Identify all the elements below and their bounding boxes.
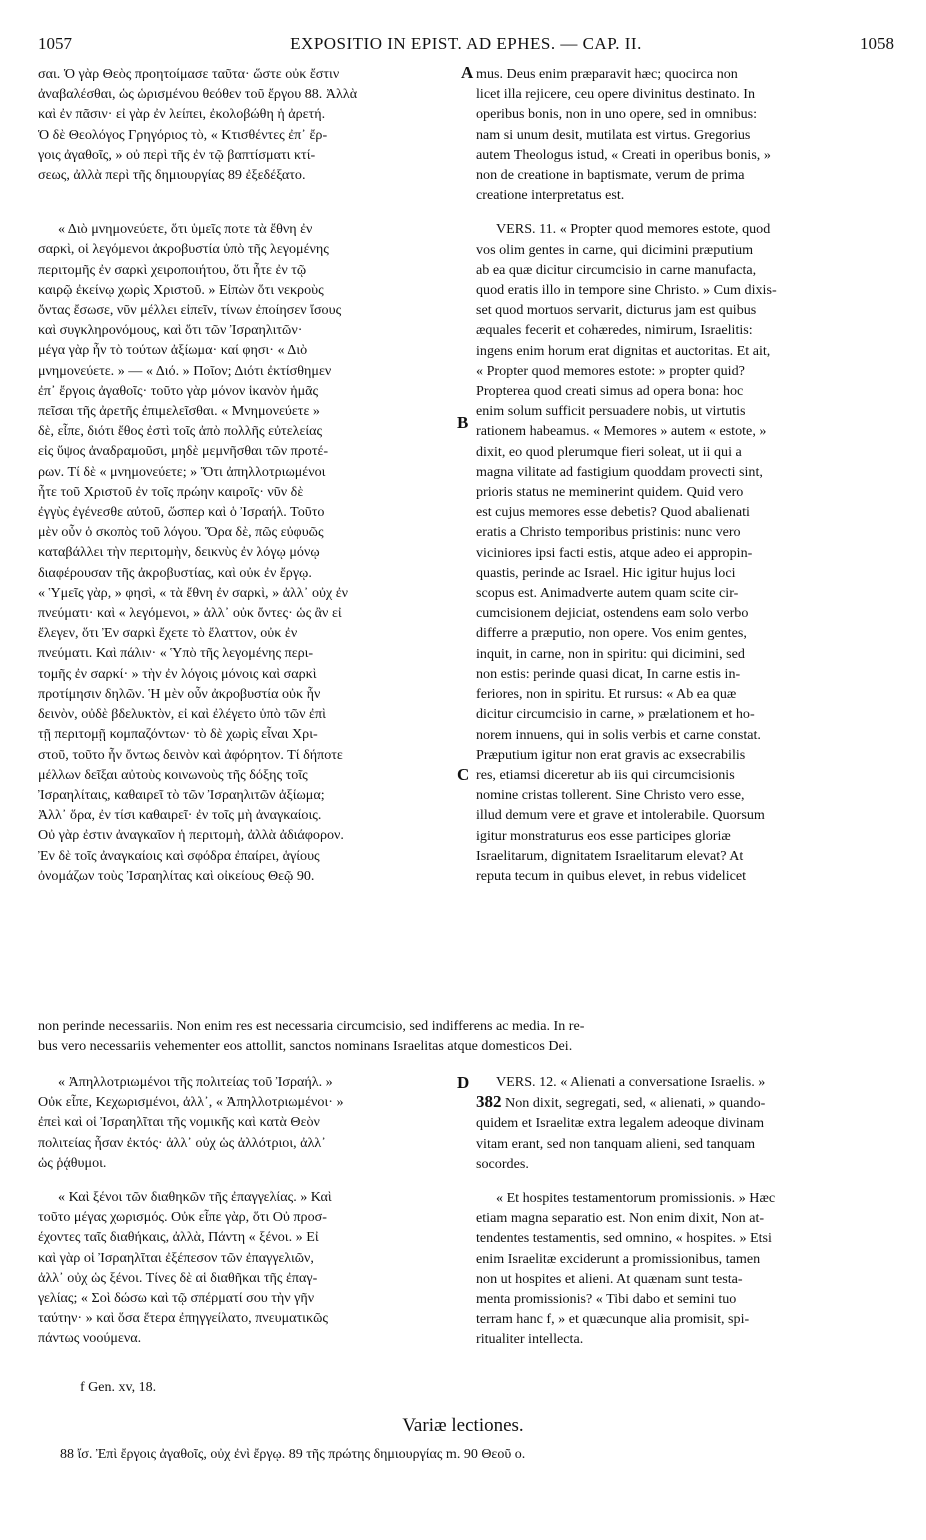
text-line: Propterea quod creati simus ad opera bona: hoc — [476, 383, 744, 400]
page-number-left: 1057 — [38, 34, 72, 53]
latin-paragraph-1 — [476, 64, 890, 205]
text-line: καὶ γὰρ οἱ Ἰσραηλῖται ἐξέπεσον τῶν ἐπαγγελιῶν, — [38, 1249, 314, 1266]
text-line: « Ἀπηλλοτριωμένοι τῆς πολιτείας τοῦ Ἰσραήλ. » — [58, 1074, 333, 1090]
text-line: τομῆς ἐν σαρκί· » τὴν ἐν λόγοις μόνοις καὶ σαρκὶ — [38, 665, 317, 682]
text-line: Ὁ δὲ Θεολόγος Γρηγόριος τὸ, « Κτισθέντες ἐπ᾽ ἔρ- — [38, 126, 328, 143]
text-line: δὲ, εἶπε, διότι ἔθος ἐστὶ τοῖς ἀπὸ πολλῆς εὐτελείας — [38, 423, 323, 440]
text-line: menta promissionis? « Tibi dabo et semini tuo — [476, 1291, 737, 1308]
column-number: 382 — [476, 1092, 502, 1112]
text-line: προτίμησιν δηλῶν. Ἡ μὲν οὖν ἀκροβυστία οὐκ ἦν — [38, 685, 321, 702]
footnote: f Gen. xv, 18. — [80, 1380, 157, 1395]
text-line: μέγα γὰρ ἦν τὸ τούτων ἀξίωμα· καί φησι· « Διὸ — [38, 342, 308, 359]
text-line: non ut hospites et alieni. At quænam sunt testa- — [476, 1270, 743, 1287]
text-line: « Διὸ μνημονεύετε, ὅτι ὑμεῖς ποτε τὰ ἔθνη ἐν — [58, 221, 313, 238]
text-line: « Et hospites testamentorum promissionis. » Hæc — [496, 1190, 776, 1207]
text-line: περιτομῆς ἐν σαρκὶ χειροποιήτου, ὅτι ἦτε ἐν τῷ — [38, 261, 307, 278]
text-line: Οὐ γὰρ ἐστιν ἀναγκαῖον ἡ περιτομὴ, ἀλλὰ ἀδιάφορον. — [38, 827, 344, 844]
text-line: licet illa rejicere, ceu opere divinitus destinato. In — [476, 86, 756, 103]
text-line: δεινὸν, οὐδὲ βδελυκτὸν, εἰ καὶ ἐλέγετο ὑπὸ τῶν ἐπὶ — [38, 706, 326, 723]
text-line: γοις ἀγαθοῖς, » οὐ περὶ τῆς ἐν τῷ βαπτίσματι κτί- — [38, 146, 316, 163]
text-line: εἰς ὕψος ἀναδραμοῦσι, μηδὲ μεμνῆσθαι τῶν προτέ- — [38, 443, 329, 460]
text-line: « Καὶ ξένοι τῶν διαθηκῶν τῆς ἐπαγγελίας. » Καὶ — [58, 1189, 332, 1206]
text-line: μνημονεύετε. » — « Διό. » Ποῖον; Διότι ἐκτίσθημεν — [38, 362, 332, 379]
full-width-text — [38, 1016, 890, 1056]
text-line: ab ea quæ dicitur circumcisio in carne manufacta, — [476, 261, 757, 278]
text-line: non perinde necessariis. Non enim res est necessaria circumcisio, sed indifferens ac media. In re- — [38, 1018, 585, 1034]
greek-column-lower — [38, 1072, 456, 1349]
variant-readings-heading: Variæ lectiones. — [402, 1415, 524, 1436]
text-line: magna vilitate ad fastigium quoddam provecti sint, — [476, 463, 763, 480]
text-line: ὄντας ἔσωσε, νῦν μέλλει εἰπεῖν, τίνων ἐποίησεν ἴσους — [38, 302, 342, 319]
greek-paragraph-3 — [38, 1072, 456, 1173]
greek-paragraph-4 — [38, 1187, 456, 1349]
text-line: mus. Deus enim præparavit hæc; quocirca non — [476, 66, 738, 82]
text-line: Ἰσραηλίταις, καθαιρεῖ τὸ τῶν Ἰσραηλιτῶν ἀξίωμα; — [38, 786, 325, 803]
margin-mark-c: C — [457, 765, 470, 784]
text-line: enim solum sufficit persuadere nobis, ut virtutis — [476, 403, 746, 420]
text-line: bus vero necessariis vehementer eos attollit, sanctos nominans Israelitas atque domesticos Dei. — [38, 1038, 573, 1055]
text-line: Οὐκ εἶπε, Κεχωρισμένοι, ἀλλ᾽, « Ἀπηλλοτριωμένοι· » — [38, 1094, 344, 1111]
margin-mark-d: D — [457, 1073, 470, 1092]
text-line: viciniores ipsi facti estis, atque adeo ei appropin- — [476, 544, 753, 561]
text-line: στοῦ, τοῦτο ἦν ὄντως δεινὸν καὶ ἀφόρητον. Τί δήποτε — [38, 746, 343, 763]
text-line: quidem et Israelitæ extra legalem adeoque divinam — [476, 1115, 765, 1132]
text-line: ρων. Τί δὲ « μνημονεύετε; » Ὅτι ἀπηλλοτριωμένοι — [38, 463, 326, 480]
text-line: Ἀλλ᾽ ὅρα, ἐν τίσι καθαιρεῖ· ἐν τοῖς μὴ ἀναγκαίοις. — [38, 807, 322, 824]
text-line: πνεύματι. Καὶ πάλιν· « Ὑπὸ τῆς λεγομένης περι- — [38, 645, 314, 662]
text-line: ὀνομάζων τοὺς Ἰσραηλίτας καὶ οἰκείους Θεῷ 90. — [38, 867, 315, 884]
text-line: ταύτην· » καὶ ὅσα ἕτερα ἐπηγγείλατο, πνευματικῶς — [38, 1310, 328, 1327]
text-line: διαφέρουσαν τῆς ἀκροβυστίας, καὶ οὐκ ἐν ἔργῳ. — [38, 564, 312, 581]
text-line: res, etiamsi diceretur ab iis qui circumcisionis — [476, 766, 735, 783]
text-line: « Ὑμεῖς γὰρ, » φησὶ, « τὰ ἔθνη ἐν σαρκὶ, » ἀλλ᾽ οὐχ ἐν — [38, 584, 349, 601]
latin-column-lower — [476, 1072, 890, 1350]
text-line: καταβάλλει τὴν περιτομὴν, δεικνὺς ἐν λόγῳ μόνῳ — [38, 544, 320, 561]
text-line: operibus bonis, non in uno opere, sed in omnibus: — [476, 106, 758, 123]
text-line: ἐπεὶ καὶ οἱ Ἰσραηλῖται τῆς νομικῆς καὶ κατὰ Θεὸν — [38, 1114, 320, 1131]
text-line: dicitur circumcisio in carne, » prælationem et ho- — [476, 706, 755, 723]
latin-paragraph-3 — [476, 1072, 890, 1174]
text-line: nomine cristas tollerent. Sine Christo vero esse, — [476, 787, 745, 804]
text-line: ἐγγὺς ἐγένεσθε αὐτοῦ, ὥσπερ καὶ ὁ Ἰσραήλ. Τοῦτο — [38, 504, 325, 521]
text-line: Ἐν δὲ τοῖς ἀναγκαίοις καὶ σφόδρα ἐπαίρει, ἁγίους — [38, 847, 320, 864]
text-line: ἔλεγεν, ὅτι Ἐν σαρκὶ ἔχετε τὸ ἔλαττον, οὐκ ἐν — [38, 625, 298, 642]
margin-mark-a: A — [461, 63, 474, 82]
text-line: καὶ συγκληρονόμους, καὶ ὅτι τῶν Ἰσραηλιτῶν· — [38, 322, 303, 339]
text-line: cumcisionem dejiciat, ostendens eam solo verbo — [476, 605, 749, 622]
text-line: « Propter quod memores estote: » propter quid? — [476, 362, 745, 379]
text-line: Israelitarum, dignitatem Israelitarum elevat? At — [476, 847, 744, 864]
text-line: σεως, ἀλλὰ περὶ τῆς δημιουργίας 89 ἐξεδέξατο. — [38, 167, 306, 184]
latin-paragraph-2 — [476, 219, 890, 886]
text-line: dixit, eo quod plerumque fieri soleat, ut ii qui a — [476, 443, 742, 460]
text-line: ἐπ᾽ ἔργοις ἀγαθοῖς· τοῦτο γὰρ μόνον ἱκανὸν ἡμᾶς — [38, 382, 319, 399]
text-line: έχοντες ταῖς διαθήκαις, ἀλλὰ, Πάντη « ξένοι. » Εἰ — [38, 1229, 319, 1246]
text-line: feriores, non in spiritu. Et rursus: « Ab ea quæ — [476, 686, 737, 703]
text-line: VERS. 12. « Alienati a conversatione Israelis. » — [496, 1074, 766, 1090]
greek-paragraph-1 — [38, 64, 456, 185]
text-line: inquit, in carne, non in spiritu: qui dicimini, sed — [476, 645, 745, 662]
text-line: nam si unum desit, mutilata est virtus. Gregorius — [476, 126, 751, 143]
text-line: norem innuens, qui in solis verbis et carne constat. — [476, 726, 761, 743]
page-header — [38, 34, 894, 56]
text-line: reputa tecum in quibus elevet, in rebus videlicet — [476, 867, 747, 884]
text-line: σαρκὶ, οἱ λεγόμενοι ἀκροβυστία ὑπὸ τῆς λεγομένης — [38, 241, 329, 258]
text-line: prioris status ne meminerint quidem. Quid vero — [476, 484, 744, 501]
text-line: est cujus memores esse debetis? Quod abalienati — [476, 504, 750, 521]
running-title: EXPOSITIO IN EPIST. AD EPHES. — CAP. II. — [290, 34, 642, 53]
variant-readings-text: 88 ἴσ. Ἐπὶ ἔργοις ἀγαθοῖς, οὐχ ἐνὶ ἔργῳ. 89 τῆς πρώτης δημιουργίας m. 90 Θεοῦ o. — [60, 1447, 526, 1462]
text-line: socordes. — [476, 1155, 529, 1172]
text-line: τοῦτο μέγας χωρισμός. Οὐκ εἶπε γὰρ, ὅτι Οὐ προσ- — [38, 1209, 327, 1226]
text-line: ritualiter intellecta. — [476, 1331, 584, 1348]
text-line: non de creatione in baptismate, verum de prima — [476, 167, 745, 184]
text-line: igitur monstraturus eos esse participes gloriæ — [476, 827, 731, 844]
text-line: ἀναβαλέσθαι, ὡς ὡρισμένου θεόθεν τοῦ ἔργου 88. Ἀλλὰ — [38, 86, 358, 103]
text-line: 382 Non dixit, segregati, sed, « alienati, » quando- — [476, 1092, 766, 1112]
text-line: quastis, perinde ac Israel. Hic igitur hujus loci — [476, 564, 736, 581]
latin-paragraph-4 — [476, 1188, 890, 1350]
text-line: etiam magna separatio est. Non enim dixit, Non at- — [476, 1210, 765, 1227]
text-line: ἦτε τοῦ Χριστοῦ ἐν τοῖς πρώην καιροῖς· νῦν δὲ — [38, 483, 304, 500]
margin-mark-b: B — [457, 413, 469, 432]
text-line: σαι. Ὁ γὰρ Θεὸς προητοίμασε ταῦτα· ὥστε οὐκ ἔστιν — [38, 66, 340, 82]
text-line: Præputium igitur non erat gravis ac exsecrabilis — [476, 746, 746, 763]
text-line: quod eratis illo in tempore sine Christo. » Cum dixis- — [476, 282, 777, 299]
text-line: πνεύματι· καὶ « λεγόμενοι, » ἀλλ᾽ οὐκ ὄντες· ὡς ἂν εἰ — [38, 605, 342, 622]
text-line: πεῖσαι τῆς ἀρετῆς ἐπιμελεῖσθαι. « Μνημονεύετε » — [38, 403, 320, 420]
text-line: VERS. 11. « Propter quod memores estote, quod — [496, 221, 771, 238]
text-line: γελίας; « Σοὶ δώσω καὶ τῷ σπέρματί σου τὴν γῆν — [38, 1290, 315, 1307]
greek-paragraph-2 — [38, 219, 456, 886]
text-line: vos olim gentes in carne, qui dicimini præputium — [476, 241, 754, 258]
text-line: scopus est. Animadverte autem quam scite cir- — [476, 585, 739, 602]
text-line: ingens enim horum erat dignitas et auctoritas. Et ait, — [476, 342, 771, 359]
text-line: enim Israelitæ exciderunt a promissionibus, tamen — [476, 1250, 761, 1267]
latin-column-upper — [476, 64, 890, 886]
text-line: rationem habeamus. « Memores » autem « estote, » — [476, 423, 767, 440]
text-line: καὶ ἐν πᾶσιν· εἰ γὰρ ἐν λείπει, ἐκολοβώθη ἡ ἀρετή. — [38, 106, 326, 123]
text-line: autem Theologus istud, « Creati in operibus bonis, » — [476, 146, 771, 163]
text-line: vitam erant, sed non tanquam alieni, sed tanquam — [476, 1135, 756, 1152]
text-line: πάντως νοούμενα. — [38, 1330, 142, 1347]
text-line: creatione interpretatus est. — [476, 187, 625, 204]
text-line: tendentes testamentis, sed omnino, « hospites. » Etsi — [476, 1230, 772, 1247]
text-line: ἀλλ᾽ οὐχ ὡς ξένοι. Τίνες δὲ αἱ διαθῆκαι τῆς ἐπαγ- — [38, 1269, 318, 1286]
text-line: terram hanc f, » et quæcunque alia promisit, spi- — [476, 1311, 750, 1328]
text-line: καιρῷ ἐκείνῳ χωρὶς Χριστοῦ. » Εἰπὼν ὅτι νεκροὺς — [38, 281, 324, 298]
text-line: eratis a Christo temporibus pristinis: nunc vero — [476, 524, 741, 541]
text-line: πολιτείας ἦσαν ἐκτός· ἀλλ᾽ οὐχ ὡς ἀλλότριοι, ἀλλ᾽ — [38, 1134, 326, 1151]
text-line: illud demum vere et grave et intolerabile. Quorsum — [476, 807, 765, 824]
text-line: ὡς ῥᾴθυμοι. — [38, 1154, 107, 1171]
text-line: set quod mortuos servarit, dicturus jam est quibus — [476, 302, 757, 319]
text-line: differre a præputio, non opere. Vos enim gentes, — [476, 625, 747, 642]
text-line: æquales fecerit et cohæredes, nimirum, Israelitis: — [476, 322, 753, 339]
page-number-right: 1058 — [860, 34, 894, 53]
text-line: μὲν οὖν ὁ σκοπὸς τοῦ λόγου. Ὅρα δὲ, πῶς εὐφυῶς — [38, 524, 324, 541]
text-line: μέλλων δεῖξαι αὐτοὺς κοινωνοὺς τῆς δόξης τοῖς — [38, 766, 308, 783]
text-line: τῇ περιτομῇ κομπαζόντων· τὸ δὲ χωρὶς εἶναι Χρι- — [38, 726, 318, 743]
text-line: non estis: perinde quasi dicat, In carne estis in- — [476, 665, 741, 682]
greek-column-upper — [38, 64, 456, 886]
